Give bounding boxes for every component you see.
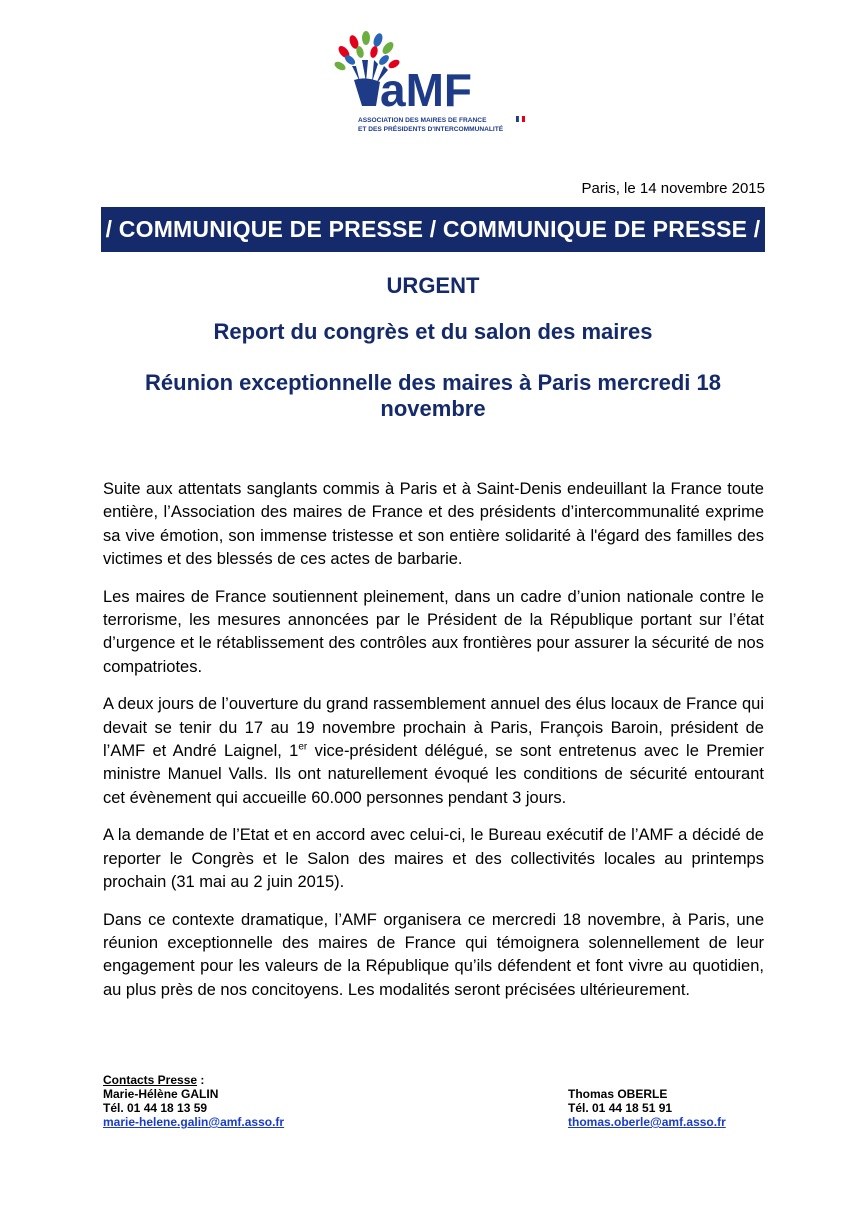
paragraph-3-part-a: A deux jours de l’ouverture du grand rassemblement annuel des élus locaux de France qui devait se tenir du 17 au 19 novembre prochain à Paris, François Baroin, président de l’AMF et André Laignel, 1 [103,695,764,761]
paragraph-3-part-b: vice-président délégué, se sont entretenus avec le Premier ministre Manuel Valls. Ils ont naturellement évoqué les conditions de sécurité entourant cet évènement qui accueille 60.000 personnes pendant 3 jours. [103,742,764,807]
title-line-1: Réunion exceptionnelle des maires à Paris mercredi 18 [145,370,721,395]
press-release-banner: / COMMUNIQUE DE PRESSE / COMMUNIQUE DE PRESSE / [101,207,765,252]
amf-logo [330,30,536,140]
contact-name: Marie-Hélène GALIN [103,1087,219,1101]
svg-text:aMF: aMF [380,64,472,116]
contact-email-link[interactable]: thomas.oberle@amf.asso.fr [568,1115,726,1129]
dateline: Paris, le 14 novembre 2015 [581,180,765,197]
paragraph-1: Suite aux attentats sanglants commis à Paris et à Saint-Denis endeuillant la France toute entière, l’Association des maires de France et des présidents d’intercommunalité exprime sa vive émotion, son immense tristesse et son entière solidarité à l'égard des familles des victimes et des blessés de ces actes de barbarie. [103,480,764,569]
urgent-heading: URGENT [386,273,480,298]
contact-block-left [103,1073,284,1129]
title-exceptional-meeting [101,370,765,422]
paragraph-4: A la demande de l’Etat et en accord avec celui-ci, le Bureau exécutif de l’AMF a décidé de reporter le Congrès et le Salon des maires et des collectivités locales au printemps prochain (31 mai au 2 juin 2015). [103,826,764,892]
svg-text:ASSOCIATION DES MAIRES DE FRAN: ASSOCIATION DES MAIRES DE FRANCE [358,117,487,124]
press-body [103,478,764,1016]
paragraph-2: Les maires de France soutiennent pleinement, dans un cadre d’union nationale contre le terrorisme, les mesures annoncées par le Président de la République portant sur l’état d’urgence et le rétablissement des contrôles aux frontières pour assurer la sécurité de nos compatriotes. [103,587,764,676]
paragraph-5: Dans ce contexte dramatique, l’AMF organisera ce mercredi 18 novembre, à Paris, une réunion exceptionnelle des maires de France qui témoignera solennellement de leur engagement pour les valeurs de la République qu’ils défendent et font vivre au quotidien, au plus près de nos concitoyens. Les modalités seront précisées ultérieurement. [103,910,764,999]
contact-email-link[interactable]: marie-helene.galin@amf.asso.fr [103,1115,285,1129]
contact-phone: Tél. 01 44 18 13 59 [103,1101,208,1115]
paragraph-3 [103,693,764,810]
title-line-2: novembre [380,396,486,421]
ordinal-suffix: er [298,741,308,753]
tree-hand-logo-icon [330,30,536,140]
svg-text:ET DES PRÉSIDENTS D'INTERCOMMU: ET DES PRÉSIDENTS D'INTERCOMMUNALITÉ [358,126,504,133]
contacts-header [103,1073,284,1087]
contact-phone: Tél. 01 44 18 51 91 [568,1101,673,1115]
contact-block-right [568,1087,726,1129]
title-postponement: Report du congrès et du salon des maires [213,319,653,344]
contacts-header-colon: : [197,1073,205,1087]
contacts-header-label: Contacts Presse [103,1073,198,1087]
contact-name: Thomas OBERLE [568,1087,668,1101]
